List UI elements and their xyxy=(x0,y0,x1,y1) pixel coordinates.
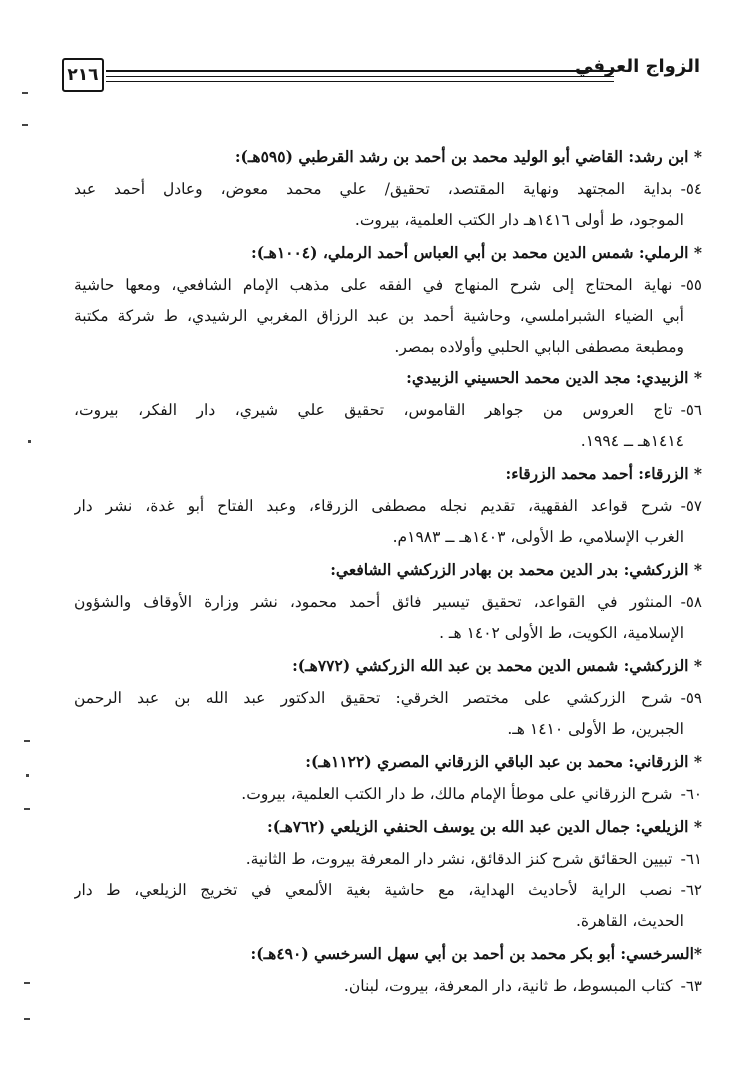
reference-line: ١٤١٤هـ ــ ١٩٩٤. xyxy=(580,432,684,450)
reference-line xyxy=(74,875,702,906)
reference-text: تاج العروس من جواهر القاموس، تحقيق علي شيري، دار الفكر، بيروت، xyxy=(74,401,673,419)
reference-line: الموجود، ط أولى ١٤١٦هـ دار الكتب العلمية، بيروت. xyxy=(354,211,684,229)
author-heading: * الزيلعي: جمال الدين عبد الله بن يوسف الحنفي الزيلعي (٧٦٢هـ): xyxy=(266,817,702,836)
reference-number: ٦٠- xyxy=(680,785,702,803)
reference-line xyxy=(74,844,702,875)
reference-line: الغرب الإسلامي، ط الأولى، ١٤٠٣هـ ــ ١٩٨٣م. xyxy=(392,528,684,546)
reference-line: أبي الضياء الشبراملسي، وحاشية أحمد بن عبد الرزاق المغربي الرشيدي، ط شركة مكتبة xyxy=(74,307,684,325)
author-heading: * الزبيدي: مجد الدين محمد الحسيني الزبيدي: xyxy=(406,368,702,387)
page-header xyxy=(62,54,700,98)
reference-text: شرح الزركشي على مختصر الخرقي: تحقيق الدكتور عبد الله بن عبد الرحمن xyxy=(74,689,673,707)
reference-item xyxy=(74,587,702,649)
reference-text: شرح قواعد الفقهية، تقديم نجله مصطفى الزرقاء، وعبد الفتاح أبو غدة، نشر دار xyxy=(74,497,673,515)
reference-line xyxy=(74,174,702,205)
reference-number: ٥٩- xyxy=(680,689,702,707)
reference-item xyxy=(74,395,702,457)
reference-line: الحديث، القاهرة. xyxy=(575,912,684,930)
margin-mark xyxy=(26,774,29,777)
reference-number: ٦١- xyxy=(680,850,702,868)
author-heading: * ابن رشد: القاضي أبو الوليد محمد بن أحمد بن رشد القرطبي (٥٩٥هـ): xyxy=(234,147,702,166)
reference-item xyxy=(74,779,702,810)
reference-text: نهاية المحتاج إلى شرح المنهاج في الفقه على مذهب الإمام الشافعي، ومعها حاشية xyxy=(74,276,673,294)
page-number: ٢١٦ xyxy=(62,58,104,92)
reference-text: شرح الزرقاني على موطأ الإمام مالك، ط دار الكتب العلمية، بيروت. xyxy=(241,785,673,803)
reference-line xyxy=(74,395,702,426)
reference-item xyxy=(74,844,702,875)
margin-mark xyxy=(24,1018,30,1020)
reference-text: المنثور في القواعد، تحقيق تيسير فائق أحمد محمود، نشر وزارة الأوقاف والشؤون xyxy=(74,593,673,611)
author-heading: *السرخسي: أبو بكر محمد بن أحمد بن أبي سهل السرخسي (٤٩٠هـ): xyxy=(250,944,702,963)
reference-item xyxy=(74,683,702,745)
reference-line: الإسلامية، الكويت، ط الأولى ١٤٠٢ هـ . xyxy=(439,624,684,642)
margin-mark xyxy=(24,740,30,742)
header-rule xyxy=(106,70,614,72)
reference-text: تبيين الحقائق شرح كنز الدقائق، نشر دار المعرفة بيروت، ط الثانية. xyxy=(245,850,673,868)
author-heading: * الرملي: شمس الدين محمد بن أبي العباس أحمد الرملي، (١٠٠٤هـ): xyxy=(251,243,702,262)
reference-item xyxy=(74,174,702,236)
reference-number: ٥٤- xyxy=(680,180,702,198)
author-heading: * الزرقاني: محمد بن عبد الباقي الزرقاني المصري (١١٢٢هـ): xyxy=(305,752,702,771)
margin-mark xyxy=(28,440,31,443)
reference-line xyxy=(74,587,702,618)
margin-mark xyxy=(22,92,28,94)
reference-item xyxy=(74,491,702,553)
margin-mark xyxy=(24,982,30,984)
reference-line xyxy=(74,779,702,810)
reference-line xyxy=(74,270,702,301)
author-heading: * الزركشي: شمس الدين محمد بن عبد الله الزركشي (٧٧٢هـ): xyxy=(292,656,702,675)
reference-text: نصب الراية لأحاديث الهداية، مع حاشية بغية الألمعي في تخريج الزيلعي، ط دار xyxy=(74,881,673,899)
reference-number: ٦٢- xyxy=(680,881,702,899)
reference-text: كتاب المبسوط، ط ثانية، دار المعرفة، بيروت، لبنان. xyxy=(343,977,673,995)
author-heading: * الزرقاء: أحمد محمد الزرقاء: xyxy=(505,464,702,483)
reference-line xyxy=(74,971,702,1002)
margin-mark xyxy=(22,124,28,126)
reference-item xyxy=(74,971,702,1002)
reference-item xyxy=(74,875,702,937)
header-rule xyxy=(106,76,614,77)
reference-text: بداية المجتهد ونهاية المقتصد، تحقيق/ علي محمد معوض، وعادل أحمد عبد xyxy=(74,180,673,198)
reference-line: الجبرين، ط الأولى ١٤١٠ هـ. xyxy=(507,720,684,738)
header-rule xyxy=(106,81,614,82)
reference-number: ٥٥- xyxy=(680,276,702,294)
reference-number: ٥٦- xyxy=(680,401,702,419)
reference-item xyxy=(74,270,702,361)
running-title: الزواج العرفي xyxy=(574,56,700,77)
bibliography-list xyxy=(74,140,702,1002)
reference-number: ٥٧- xyxy=(680,497,702,515)
reference-line xyxy=(74,491,702,522)
reference-number: ٥٨- xyxy=(680,593,702,611)
reference-line xyxy=(74,683,702,714)
reference-line: ومطبعة مصطفى البابي الحلبي وأولاده بمصر. xyxy=(394,338,684,356)
reference-number: ٦٣- xyxy=(680,977,702,995)
margin-mark xyxy=(24,808,30,810)
author-heading: * الزركشي: بدر الدين محمد بن بهادر الزركشي الشافعي: xyxy=(330,560,702,579)
